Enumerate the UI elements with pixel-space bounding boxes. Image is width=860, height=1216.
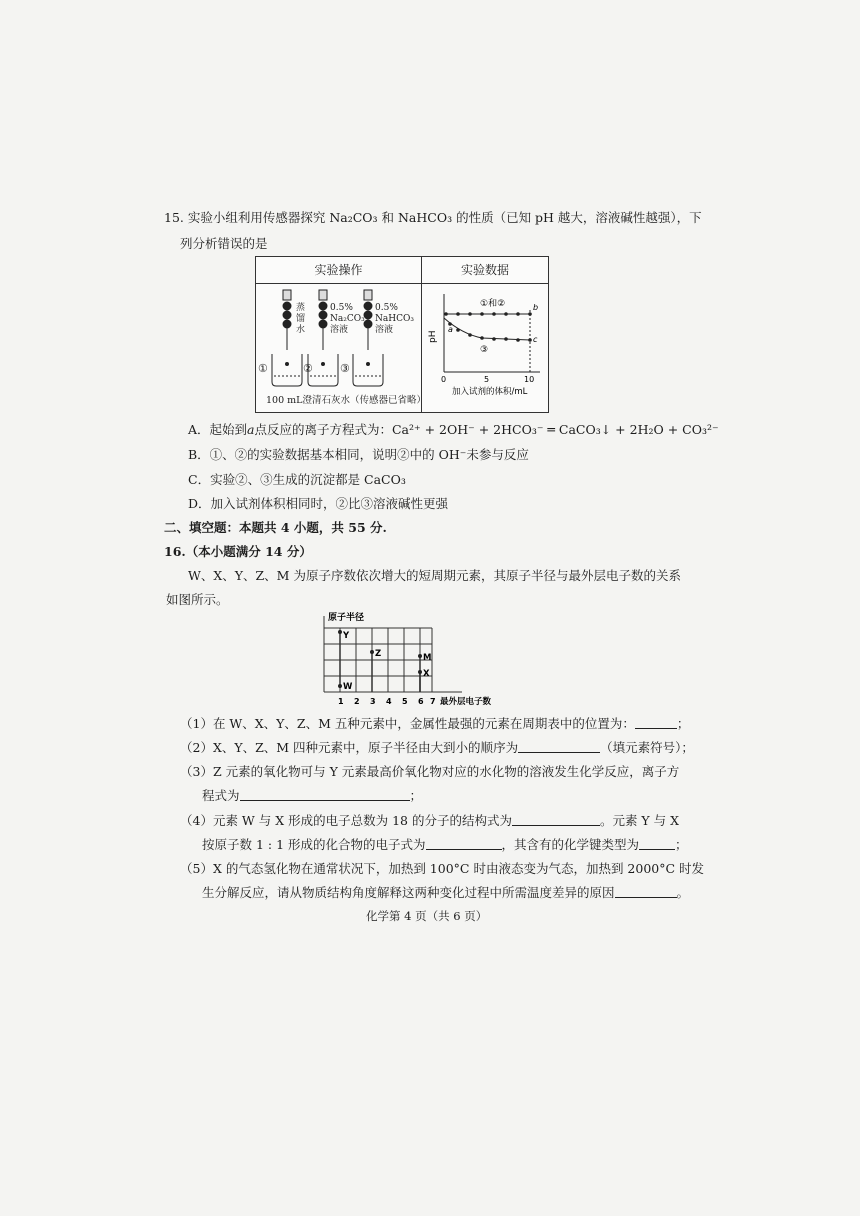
- point-y: Y: [343, 631, 350, 641]
- q15-stem-line2: 列分析错误的是: [180, 236, 268, 251]
- q16-title: 16.（本小题满分 14 分）: [164, 544, 312, 559]
- xtick-2: 2: [354, 697, 360, 706]
- section-2-title: 二、填空题：本题共 4 小题，共 55 分.: [164, 520, 387, 535]
- xtick-6: 6: [418, 697, 424, 706]
- apparatus-caption: 100 mL澄清石灰水（传感器已省略）: [266, 395, 426, 406]
- xtick-1: 1: [338, 697, 344, 706]
- dropper-3: [364, 290, 372, 350]
- dropper-2: [319, 290, 327, 350]
- dropper3-label: 0.5% NaHCO₃ 溶液: [375, 303, 414, 335]
- point-c: c: [533, 335, 538, 344]
- dropper1-label: 蒸 馏 水: [296, 303, 306, 335]
- q16-part4-line2: 按原子数 1 : 1 形成的化合物的电子式为 ，其含有的化学键类型为 ；: [202, 837, 688, 852]
- xtick-10: 10: [524, 375, 535, 384]
- q16-part4-line1: （4）元素 W 与 X 形成的电子总数为 18 的分子的结构式为 。元素 Y 与 X: [180, 813, 680, 828]
- q16-part1: （1）在 W、X、Y、Z、M 五种元素中，金属性最强的元素在周期表中的位置为： ；: [180, 716, 690, 731]
- xtick-0: 0: [441, 375, 447, 384]
- experiment-table: [255, 256, 549, 413]
- page-footer: 化学第 4 页（共 6 页）: [366, 909, 488, 923]
- point-z: Z: [375, 649, 382, 659]
- point-b: b: [533, 303, 539, 312]
- xtick-5: 5: [402, 697, 408, 706]
- xtick-4: 4: [386, 697, 392, 706]
- q16-part3-line1: （3）Z 元素的氧化物可与 Y 元素最高价氧化物对应的水化物的溶液发生化学反应，离子方: [180, 764, 680, 779]
- option-c: C．实验②、③生成的沉淀都是 CaCO₃: [188, 472, 406, 487]
- label-1-2: ①和②: [480, 299, 506, 309]
- point-x: X: [423, 669, 430, 679]
- xtick-5: 5: [484, 375, 490, 384]
- beaker-label-2: ②: [303, 362, 313, 375]
- xtick-7: 7: [430, 697, 436, 706]
- option-a: A．起始到a点反应的离子方程式为：Ca²⁺ + 2OH⁻ + 2HCO₃⁻ ═ CaCO₃↓ + 2H₂O + CO₃²⁻: [188, 422, 719, 437]
- label-3: ③: [480, 345, 489, 355]
- table-header-data: 实验数据: [422, 257, 548, 284]
- q16-part2: （2）X、Y、Z、M 四种元素中，原子半径由大到小的顺序为 （填元素符号）；: [180, 740, 694, 755]
- beaker-label-3: ③: [340, 362, 350, 375]
- ph-ylabel: pH: [428, 330, 438, 343]
- radius-graph: [312, 610, 512, 710]
- q16-intro-1: W、X、Y、Z、M 为原子序数依次增大的短周期元素，其原子半径与最外层电子数的关系: [188, 568, 681, 583]
- option-b: B．①、②的实验数据基本相同，说明②中的 OH⁻未参与反应: [188, 447, 529, 462]
- radius-xlabel: 最外层电子数: [440, 697, 492, 707]
- q16-part5-line1: （5）X 的气态氢化物在通常状况下，加热到 100°C 时由液态变为气态，加热到 2000°C 时发: [180, 861, 705, 876]
- point-m: M: [423, 653, 432, 663]
- xtick-3: 3: [370, 697, 376, 706]
- table-header-operation: 实验操作: [256, 257, 421, 284]
- q16-part5-line2: 生分解反应，请从物质结构角度解释这两种变化过程中所需温度差异的原因 。: [202, 885, 690, 900]
- beaker-label-1: ①: [258, 362, 268, 375]
- q16-part3-line2: 程式为 ；: [202, 788, 423, 803]
- radius-ylabel: 原子半径: [328, 613, 365, 623]
- q16-intro-2: 如图所示。: [166, 592, 229, 607]
- dropper-1: [283, 290, 291, 350]
- point-w: W: [343, 682, 353, 692]
- q15-stem-line1: 15. 实验小组利用传感器探究 Na₂CO₃ 和 NaHCO₃ 的性质（已知 pH 越大，溶液碱性越强），下: [164, 210, 702, 225]
- point-a: a: [448, 325, 453, 334]
- dropper2-label: 0.5% Na₂CO₃ 溶液: [330, 303, 365, 335]
- ph-graph: [422, 284, 548, 412]
- option-d: D．加入试剂体积相同时，②比③溶液碱性更强: [188, 496, 449, 511]
- ph-xlabel: 加入试剂的体积/mL: [452, 387, 528, 397]
